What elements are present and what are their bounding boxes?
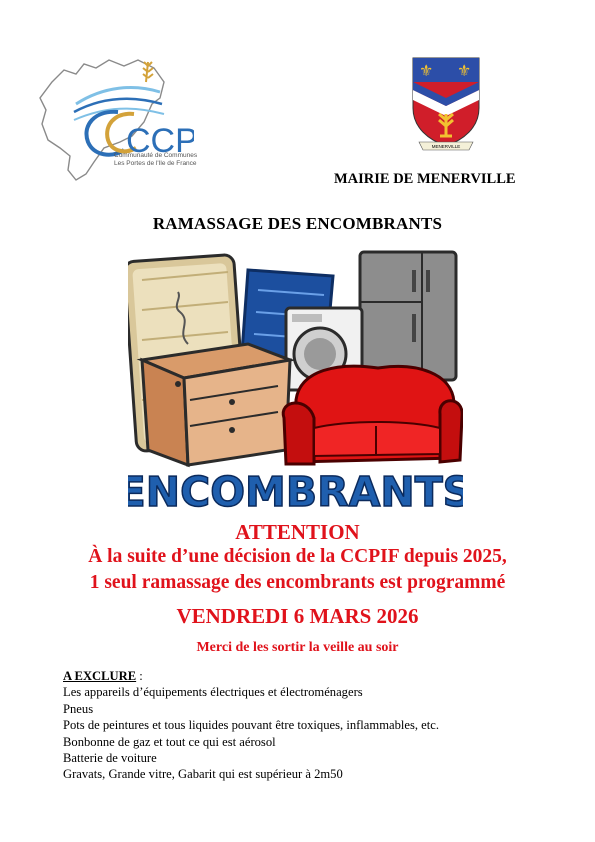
collection-date: VENDREDI 6 MARS 2026 [176,604,419,628]
instructions-text: Merci de les sortir la veille au soir [196,640,399,655]
svg-text:⚜: ⚜ [457,61,472,80]
mairie-heading: MAIRIE DE MENERVILLE [334,171,516,187]
list-item: Batterie de voiture [63,751,157,766]
menerville-coat-of-arms [409,56,483,152]
encombrants-banner: ENCOMBRANTS [128,468,463,516]
list-item: Les appareils d’équipements électriques et électroménagers [63,685,363,700]
notice-line-1: À la suite d’une décision de la CCPIF depuis 2025, [88,546,507,567]
logo-line2: Les Portes de l'Ile de France [114,160,197,167]
fridge-icon [360,252,456,380]
list-item: Gravats, Grande vitre, Gabarit qui est supérieur à 2m50 [63,767,343,782]
logo-line1: Communauté de Communes [114,152,198,159]
attention-heading: ATTENTION [235,520,360,544]
page-title: RAMASSAGE DES ENCOMBRANTS [152,214,443,233]
ccpif-logo [34,52,198,187]
list-item: Pots de peintures et tous liquides pouvant être toxiques, inflammables, etc. [63,718,439,733]
sofa-icon [283,366,462,464]
encombrants-illustration [128,250,463,520]
svg-text:⚜: ⚜ [419,61,434,80]
exclusion-heading: A EXCLURE : [63,669,143,683]
crest-ribbon-text: MENERVILLE [431,144,461,149]
bulky-items-image [128,250,463,520]
list-item: Bonbonne de gaz et tout ce qui est aérosol [63,734,276,749]
ccpif-logo-text: CCP [126,122,194,160]
list-item: Pneus [63,701,94,716]
notice-line-2: 1 seul ramassage des encombrants est programmé [89,572,506,593]
exclusion-list [63,668,439,783]
coat-of-arms-icon [409,56,483,152]
